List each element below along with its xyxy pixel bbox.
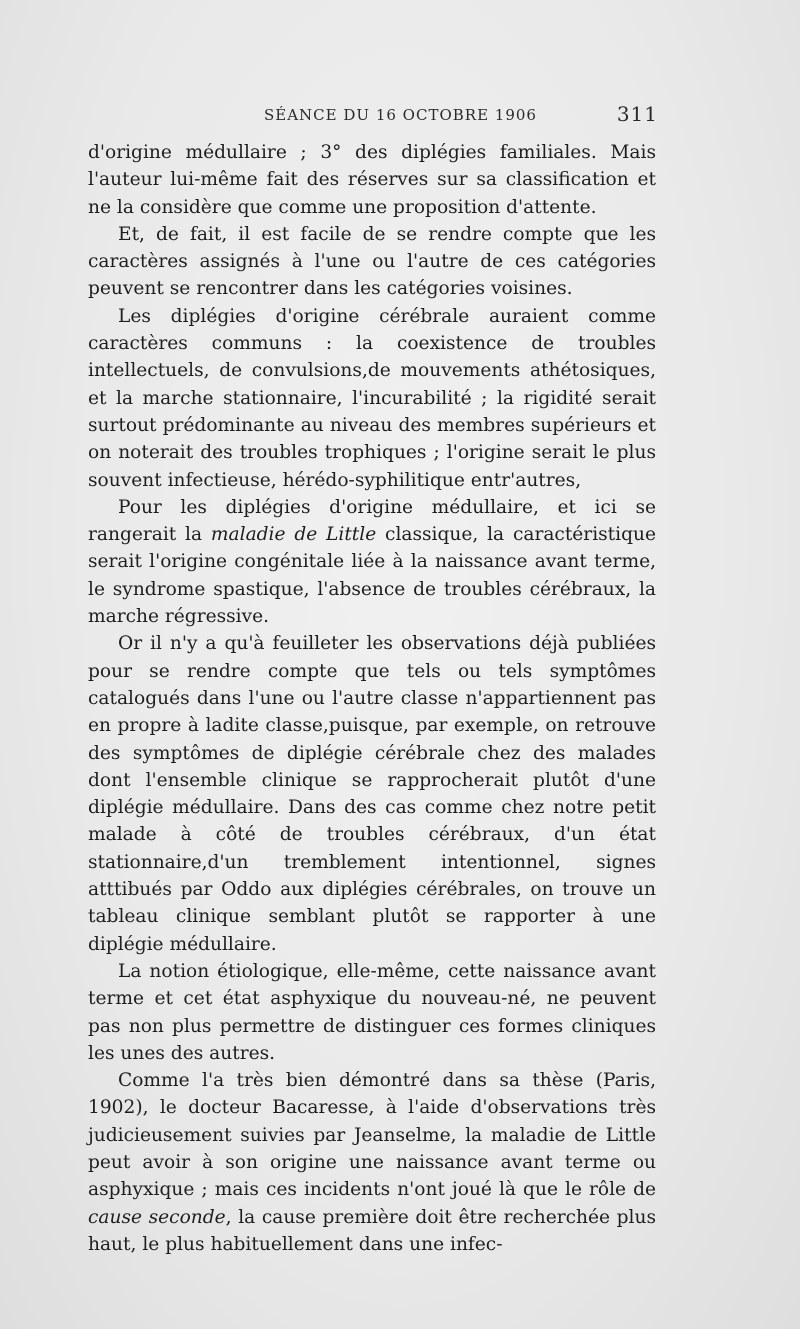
paragraph-1: d'origine médullaire ; 3° des diplégies familiales. Mais l'auteur lui-même fait des réserves sur sa classification et ne la considère que comme une proposition d'attente.: [88, 142, 656, 218]
paragraph-4-start: Pour les diplégies d'origine médullaire, et ici se rangerait la: [88, 496, 656, 546]
paragraph-7: [88, 1067, 656, 1258]
paragraph-2: Et, de fait, il est facile de se rendre compte que les caractères assignés à l'une ou l'autre de ces catégories peuvent se rencontrer dans les catégories voisines.: [88, 223, 656, 300]
body-text: [88, 139, 656, 1258]
page-number: 311: [616, 102, 658, 126]
paragraph-4-end: classique, la caractéristique serait l'origine congénitale liée à la naissance avant terme, le syndrome spastique, l'absence de troubles cérébraux, la marche régressive.: [88, 524, 656, 628]
italic-cause-seconde: cause seconde: [88, 1206, 226, 1228]
paragraph-7-end: , la cause première doit être recherchée plus haut, le plus habituellement dans une infec-: [88, 1206, 656, 1255]
paragraph-3: Les diplégies d'origine cérébrale auraient comme caractères communs : la coexistence de troubles intellectuels, de convulsions,de mouvements athétosiques, et la marche stationnaire, l'incurabilité ; la rigidité serait surtout prédominante au niveau des membres supérieurs et on noterait des troubles trophiques ; l'origine serait le plus souvent infectieuse, hérédo-syphilitique entr'autres,: [88, 305, 656, 491]
paragraph-7-start: Comme l'a très bien démontré dans sa thèse (Paris, 1902), le docteur Bacaresse, à l'aide d'observations très judicieusement suivies par Jeanselme, la maladie de Little peut avoir à son origine une naissance avant terme ou asphyxique ; mais ces incidents n'ont joué là que le rôle de: [88, 1070, 656, 1201]
paragraph-4: [88, 494, 656, 630]
running-head: SÉANCE DU 16 OCTOBRE 1906: [264, 106, 537, 124]
page-header: [88, 102, 658, 128]
italic-maladie-de-little: maladie de Little: [210, 524, 377, 546]
paragraph-5: Or il n'y a qu'à feuilleter les observations déjà publiées pour se rendre compte que tels ou tels symptômes catalogués dans l'une ou l'autre classe n'appartiennent pas en propre à ladite classe,puisque, par exemple, on retrouve des symptômes de diplégie cérébrale chez des malades dont l'ensemble clinique se rapprocherait plutôt d'une diplégie médullaire. Dans des cas comme chez notre petit malade à côté de troubles cérébraux, d'un état stationnaire,d'un tremblement intentionnel, signes atttibués par Oddo aux diplégies cérébrales, on trouve un tableau clinique semblant plutôt se rapporter à une diplégie médullaire.: [88, 633, 656, 955]
paragraph-6: La notion étiologique, elle-même, cette naissance avant terme et cet état asphyxique du nouveau-né, ne peuvent pas non plus permettre de distinguer ces formes cliniques les unes des autres.: [88, 960, 656, 1064]
